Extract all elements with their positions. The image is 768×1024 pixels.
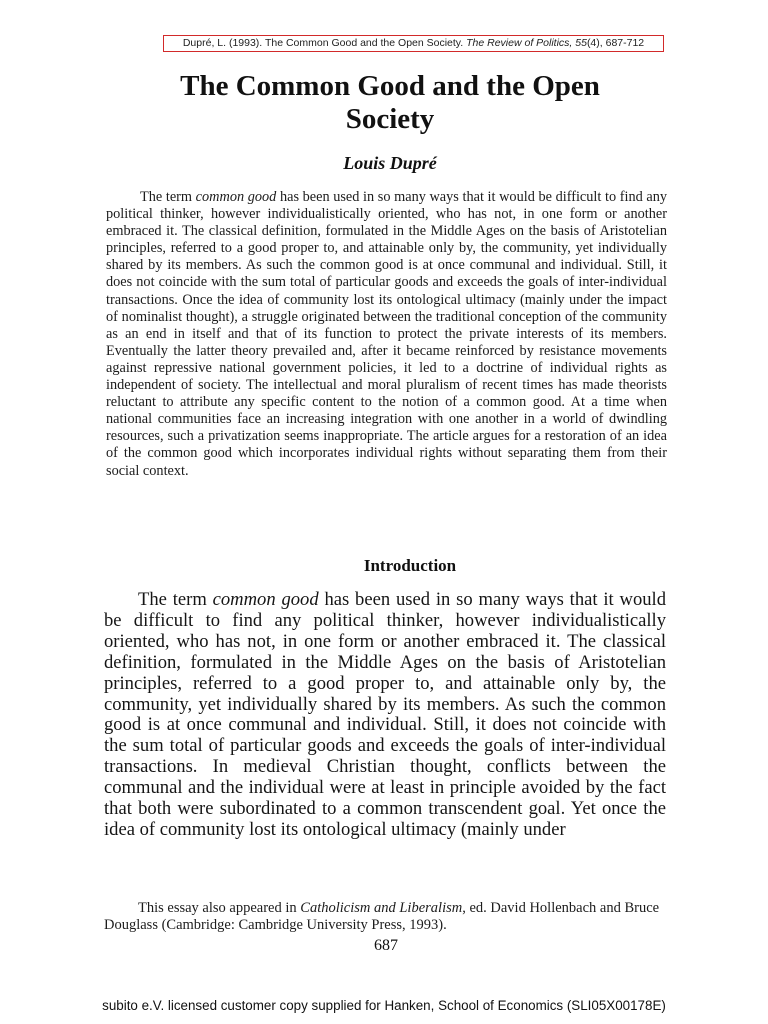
footnote-text-2: , ed. David Hollenbach and Bruce Douglass (Cambridge: Cambridge University Press, 1993). [104, 900, 660, 933]
footnote-book-title: Catholicism and Liberalism [300, 900, 463, 916]
body-text-1: The term [138, 589, 213, 610]
footnote-paragraph [104, 900, 672, 934]
abstract-paragraph [106, 189, 667, 480]
title-line-1: The Common Good and the Open [180, 70, 600, 102]
citation-prefix: Dupré, L. (1993). The Common Good and the Open Society. [182, 37, 467, 49]
body-text [104, 590, 666, 841]
body-paragraph [104, 590, 666, 841]
abstract-text-2: has been used in so many ways that it would be difficult to find any political thinker, however individualistically oriented, who has not, in one form or another embraced it. The classical definition, formulated in the Middle Ages on the basis of Aristotelian principles, referred to a good proper to, and attainable only by, the community, yet individually shared by its members. As such the common good is at once communal and individual. Still, it does not coincide with the sum total of particular goods and exceeds the goals of inter-individual transactions. Once the idea of community lost its ontological ultimacy (mainly under the impact of nominalist thought), a struggle originated between the traditional conception of the community as an end in itself and that of its function to protect the private interests of its members. Eventually the latter theory prevailed and, after it became reinforced by resistance movements against repressive national government policies, it led to a doctrine of individual rights as independent of society. The intellectual and moral pluralism of recent times has made theorists reluctant to attribute any specific content to the notion of a common good. At a time when national communities face an increasing integration with one another in a world of dwindling resources, such a privatization seems inappropriate. The article argues for a restoration of an idea of the common good which incorporates individual rights without separating them from their social context. [106, 189, 668, 479]
page-number: 687 [374, 937, 398, 954]
citation-suffix: (4), 687-712 [586, 37, 645, 49]
body-text-2: has been used in so many ways that it would be difficult to find any political thinker, however individualistically oriented, who has not, in one form or another embraced it. The classical definition, formulated in the Middle Ages on the basis of Aristotelian principles, referred to a good proper to, and attainable only by, the community, yet individually shared by its members. As such the common good is at once communal and individual. Still, it does not coincide with the sum total of particular goods and exceeds the goals of inter-individual transactions. In medieval Christian thought, conflicts between the communal and the individual were at least in principle avoided by the fact that both were subordinated to a common transcendent goal. Yet once the idea of community lost its ontological ultimacy (mainly under [104, 589, 667, 840]
body-term: common good [212, 589, 319, 610]
footnote-text-1: This essay also appeared in [138, 900, 301, 916]
article-title [90, 70, 690, 136]
citation-box [163, 35, 664, 52]
title-line-2: Society [345, 103, 435, 135]
abstract-term: common good [195, 189, 277, 205]
citation-journal: The Review of Politics, 55 [466, 37, 587, 49]
abstract [106, 189, 667, 480]
section-heading: Introduction [363, 556, 457, 575]
footnote [104, 900, 672, 934]
abstract-text-1: The term [140, 189, 196, 205]
author-name: Louis Dupré [343, 153, 437, 173]
license-line: subito e.V. licensed customer copy supplied for Hanken, School of Economics (SLI05X00178E) [102, 998, 666, 1013]
